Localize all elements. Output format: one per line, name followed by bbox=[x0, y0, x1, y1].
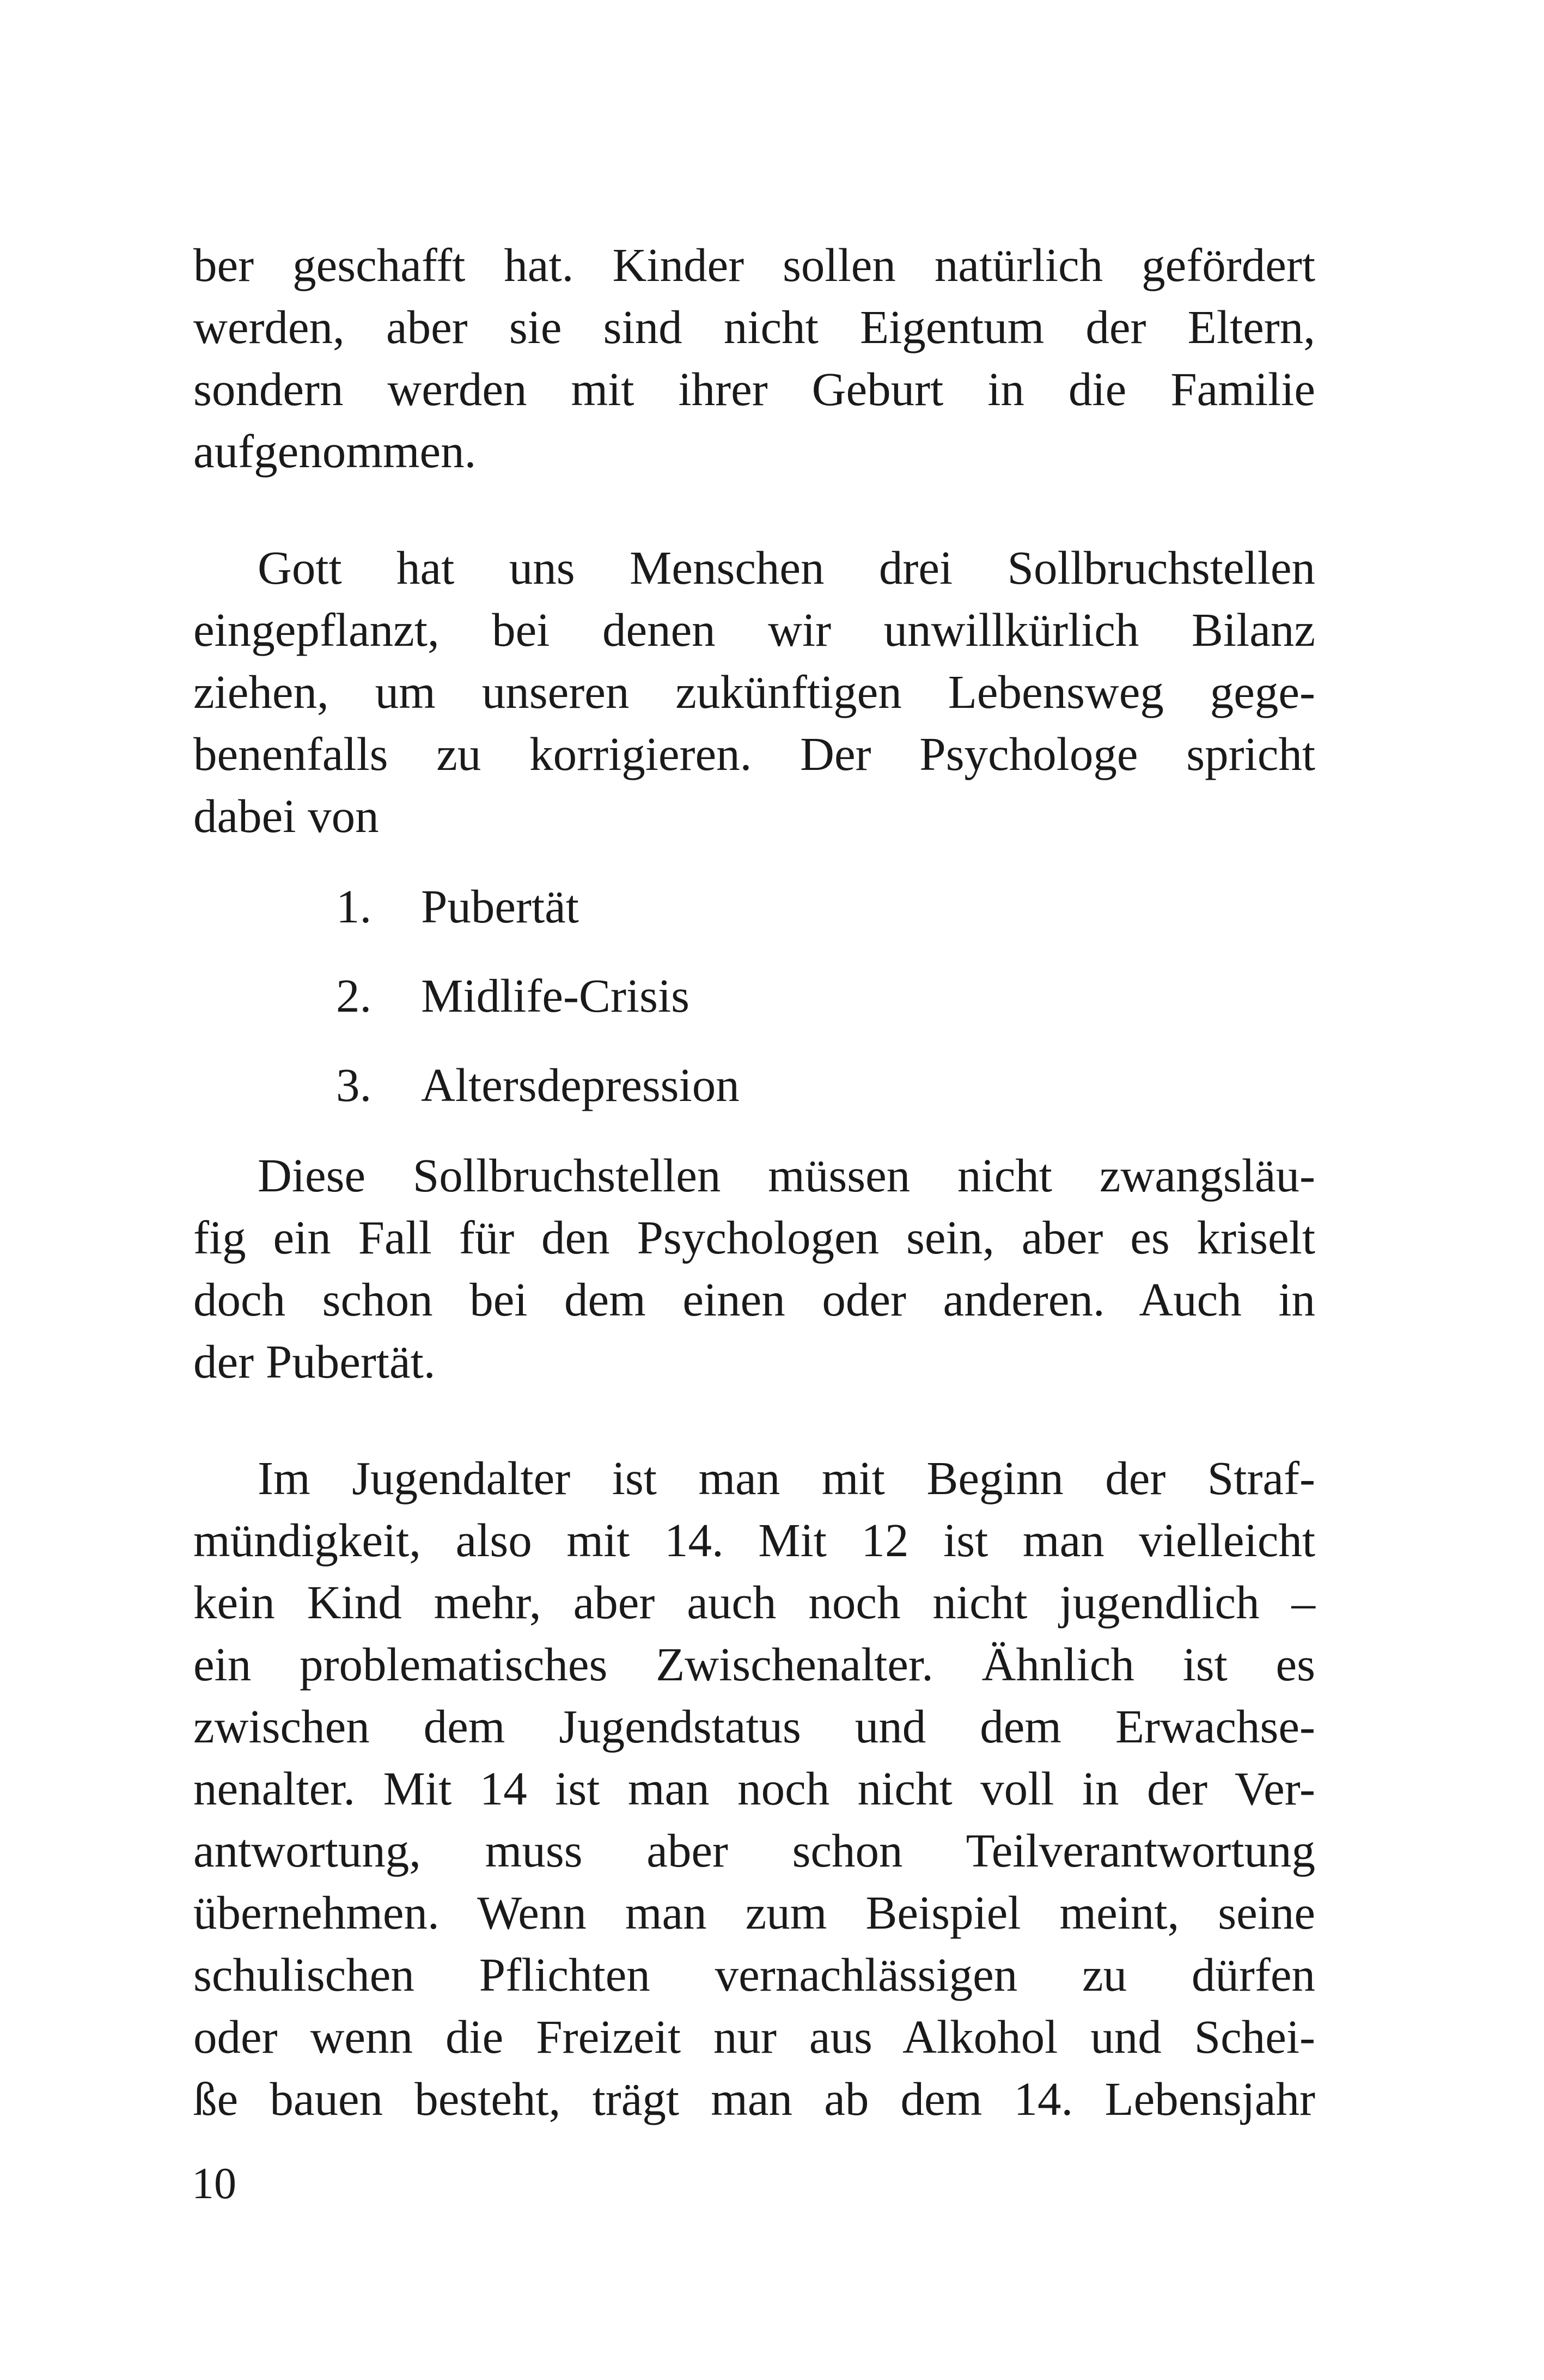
text-line: fig ein Fall für den Psychologen sein, aber es kriselt bbox=[193, 1211, 1315, 1264]
list-text: Pubertät bbox=[421, 880, 579, 933]
text-line: übernehmen. Wenn man zum Beispiel meint, seine bbox=[193, 1886, 1315, 1939]
text-line: aufgenommen. bbox=[193, 425, 477, 478]
text-line: ße bauen besteht, trägt man ab dem 14. Lebensjahr bbox=[193, 2072, 1315, 2125]
text-line: ziehen, um unseren zukünftigen Lebensweg gege- bbox=[193, 665, 1315, 718]
text-line: Diese Sollbruchstellen müssen nicht zwangsläu- bbox=[258, 1149, 1315, 1202]
text-line: kein Kind mehr, aber auch noch nicht jugendlich – bbox=[193, 1576, 1315, 1629]
paragraph-1 bbox=[193, 234, 1315, 482]
text-line: schulischen Pflichten vernachlässigen zu dürfen bbox=[193, 1948, 1315, 2001]
list-number: 2. bbox=[336, 969, 372, 1022]
list-item bbox=[193, 876, 1315, 938]
paragraph-gap bbox=[193, 1393, 1315, 1447]
list-item bbox=[193, 1054, 1315, 1116]
text-line: doch schon bei dem einen oder anderen. Auch in bbox=[193, 1273, 1315, 1326]
text-line: zwischen dem Jugendstatus und dem Erwachse- bbox=[193, 1700, 1315, 1753]
text-line: ein problematisches Zwischenalter. Ähnlich ist es bbox=[193, 1638, 1315, 1691]
text-line: nenalter. Mit 14 ist man noch nicht voll in der Ver- bbox=[193, 1762, 1315, 1815]
text-line: sondern werden mit ihrer Geburt in die Familie bbox=[193, 363, 1315, 415]
paragraph-2 bbox=[193, 537, 1315, 847]
paragraph-gap bbox=[193, 482, 1315, 537]
list-item bbox=[193, 965, 1315, 1027]
paragraph-4 bbox=[193, 1447, 1315, 2130]
text-line: Gott hat uns Menschen drei Sollbruchstellen bbox=[258, 541, 1315, 594]
list-text: Midlife-Crisis bbox=[421, 969, 689, 1022]
numbered-list bbox=[193, 876, 1315, 1116]
text-line: der Pubertät. bbox=[193, 1335, 436, 1388]
list-number: 3. bbox=[336, 1059, 372, 1111]
text-line: ber geschafft hat. Kinder sollen natürlich gefördert bbox=[193, 238, 1315, 291]
text-line: eingepflanzt, bei denen wir unwillkürlich Bilanz bbox=[193, 603, 1315, 656]
list-text: Altersdepression bbox=[421, 1059, 740, 1111]
page-body bbox=[193, 234, 1315, 2130]
text-line: benenfalls zu korrigieren. Der Psychologe spricht bbox=[193, 727, 1315, 780]
text-line: werden, aber sie sind nicht Eigentum der Eltern, bbox=[193, 301, 1315, 353]
text-line: mündigkeit, also mit 14. Mit 12 ist man vielleicht bbox=[193, 1514, 1315, 1567]
text-line: oder wenn die Freizeit nur aus Alkohol und Schei- bbox=[193, 2010, 1315, 2063]
list-gap bbox=[193, 847, 1315, 876]
text-line: dabei von bbox=[193, 790, 379, 842]
page-number: 10 bbox=[192, 2158, 236, 2208]
text-line: antwortung, muss aber schon Teilverantwortung bbox=[193, 1824, 1315, 1877]
text-line: Im Jugendalter ist man mit Beginn der Straf- bbox=[258, 1452, 1315, 1504]
list-number: 1. bbox=[336, 880, 372, 933]
paragraph-3 bbox=[193, 1145, 1315, 1393]
